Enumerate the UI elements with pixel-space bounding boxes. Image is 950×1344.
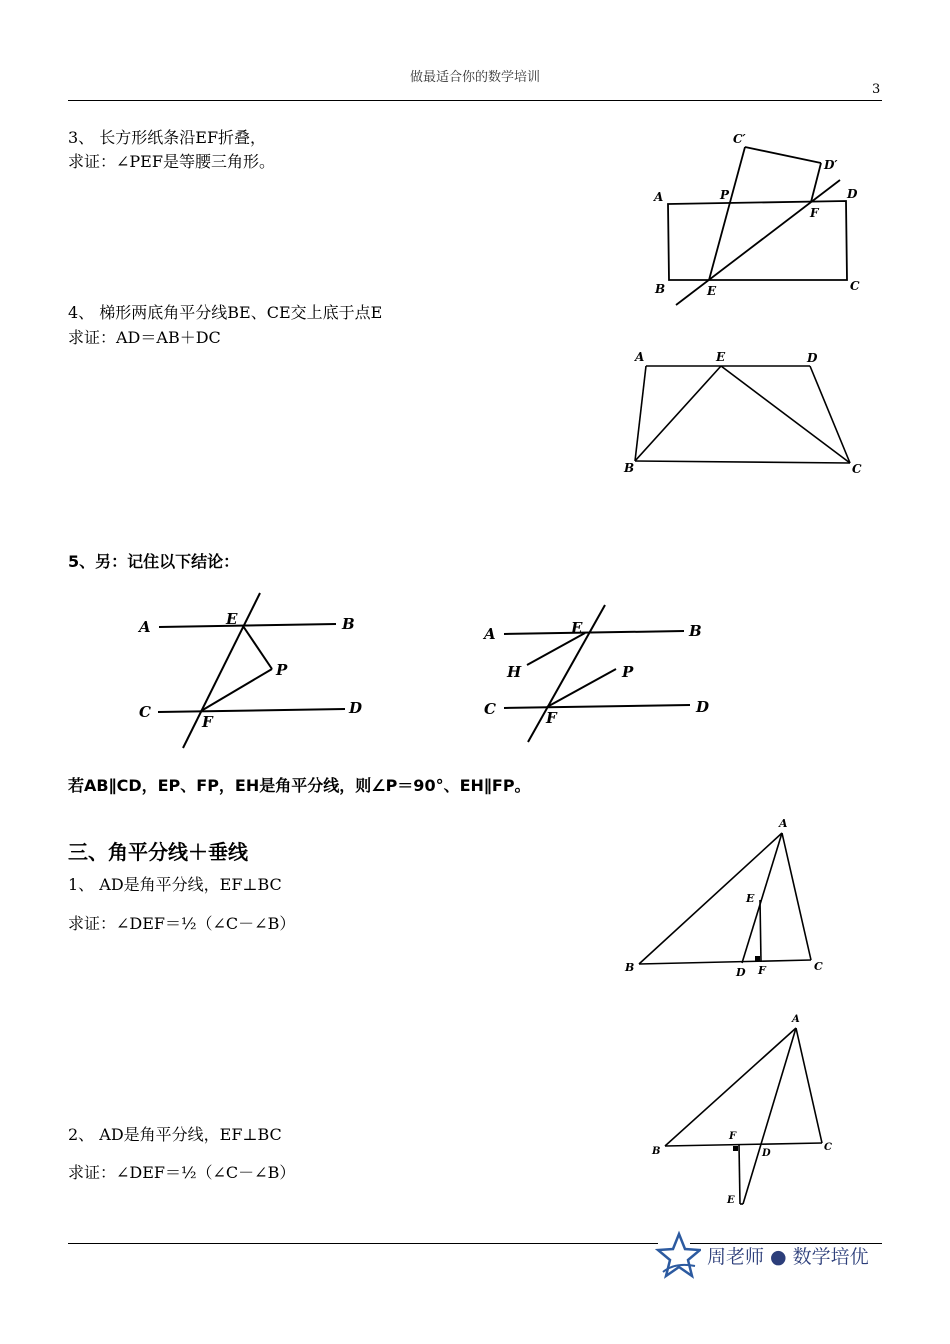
label-p: P (720, 188, 730, 202)
label-d: D (736, 966, 746, 979)
label-e: E (707, 284, 717, 298)
section3-q1-proof: 求证：∠DEF＝½（∠C－∠B） (68, 914, 296, 933)
label-a: A (484, 625, 496, 643)
side-ab (665, 1028, 796, 1146)
line-ab (159, 624, 336, 627)
section3-title: 三、角平分线＋垂线 (68, 840, 248, 864)
label-f: F (729, 1131, 737, 1142)
label-e: E (746, 892, 755, 905)
label-f: F (810, 206, 819, 220)
label-d: D (696, 698, 710, 716)
label-b: B (625, 961, 635, 974)
side-bc (665, 1143, 822, 1146)
line-cd (158, 709, 345, 712)
right-angle-mark (755, 956, 760, 961)
label-p: P (276, 661, 288, 679)
section3-q2-figure (640, 1008, 840, 1218)
label-b: B (652, 1146, 661, 1157)
star-logo-icon (655, 1230, 701, 1280)
line-cd (504, 705, 690, 708)
label-e: E (716, 350, 726, 364)
line-ab (504, 631, 684, 634)
trapezoid-side-ab (635, 366, 646, 461)
label-b: B (342, 615, 355, 633)
fold-line-ef (676, 180, 840, 305)
page-header-title: 做最适合你的数学培训 (409, 70, 540, 85)
section3-q2-statement: 2、 AD是角平分线，EF⊥BC (68, 1125, 282, 1144)
line-c1d1 (745, 147, 821, 163)
label-a: A (635, 350, 645, 364)
label-e: E (226, 610, 238, 628)
label-h: H (507, 663, 522, 681)
right-angle-mark (733, 1146, 738, 1151)
label-c: C (814, 960, 823, 973)
label-c: C (484, 700, 496, 718)
label-b: B (655, 282, 666, 296)
problem4-figure (615, 345, 875, 480)
problem3-statement: 3、 长方形纸条沿EF折叠， (68, 128, 267, 147)
label-d: D (847, 187, 858, 201)
label-c: C (139, 703, 151, 721)
problem4-statement: 4、 梯形两底角平分线BE、CE交上底于点E (68, 303, 383, 322)
label-b: B (689, 622, 702, 640)
label-a: A (779, 817, 788, 830)
label-b: B (624, 461, 635, 475)
label-f: F (546, 709, 557, 727)
label-c: C (824, 1142, 832, 1153)
label-a: A (139, 618, 151, 636)
perpendicular-ef (739, 1145, 740, 1204)
label-d: D (762, 1148, 771, 1159)
label-f: F (202, 713, 213, 731)
problem5-figure-2 (470, 595, 730, 750)
side-bc (639, 960, 811, 964)
segment-ep (243, 626, 272, 669)
transversal-ef (528, 605, 605, 742)
segment-be (635, 366, 721, 461)
label-f: F (758, 964, 766, 977)
label-d-prime: D′ (824, 158, 838, 172)
label-a: A (654, 190, 664, 204)
rectangle-abcd (668, 201, 847, 280)
transversal-ef (183, 593, 260, 748)
label-a: A (792, 1014, 800, 1025)
perpendicular-ef (760, 900, 761, 962)
section3-q1-figure (615, 810, 830, 985)
problem5-figure-1 (120, 585, 380, 760)
label-d: D (349, 699, 363, 717)
label-c-prime: C′ (733, 132, 746, 146)
trapezoid-base-bc (635, 461, 850, 463)
header-rule (68, 100, 882, 101)
problem5-conclusion: 若AB∥CD，EP、FP，EH是角平分线，则∠P＝90°、EH∥FP。 (68, 776, 531, 795)
side-ac (796, 1028, 822, 1143)
segment-eh (527, 633, 585, 665)
line-ec1 (709, 147, 745, 280)
label-e: E (571, 619, 583, 637)
label-c: C (852, 462, 862, 476)
footer-brand: 周老师 ● 数学培优 (707, 1246, 869, 1268)
section3-q2-proof: 求证：∠DEF＝½（∠C－∠B） (68, 1163, 296, 1182)
problem5-heading: 5、另：记住以下结论： (68, 552, 240, 571)
problem3-figure (640, 125, 870, 310)
bisector-ad-extended (743, 1028, 796, 1204)
label-d: D (807, 351, 818, 365)
problem4-proof: 求证：AD＝AB＋DC (68, 328, 221, 347)
label-e: E (727, 1195, 735, 1206)
page-number: 3 (872, 82, 881, 97)
side-ac (782, 833, 811, 960)
section3-q1-statement: 1、 AD是角平分线，EF⊥BC (68, 875, 282, 894)
footer-rule (68, 1243, 658, 1244)
label-c: C (850, 279, 860, 293)
problem3-proof: 求证：∠PEF是等腰三角形。 (68, 152, 275, 171)
label-p: P (622, 663, 634, 681)
